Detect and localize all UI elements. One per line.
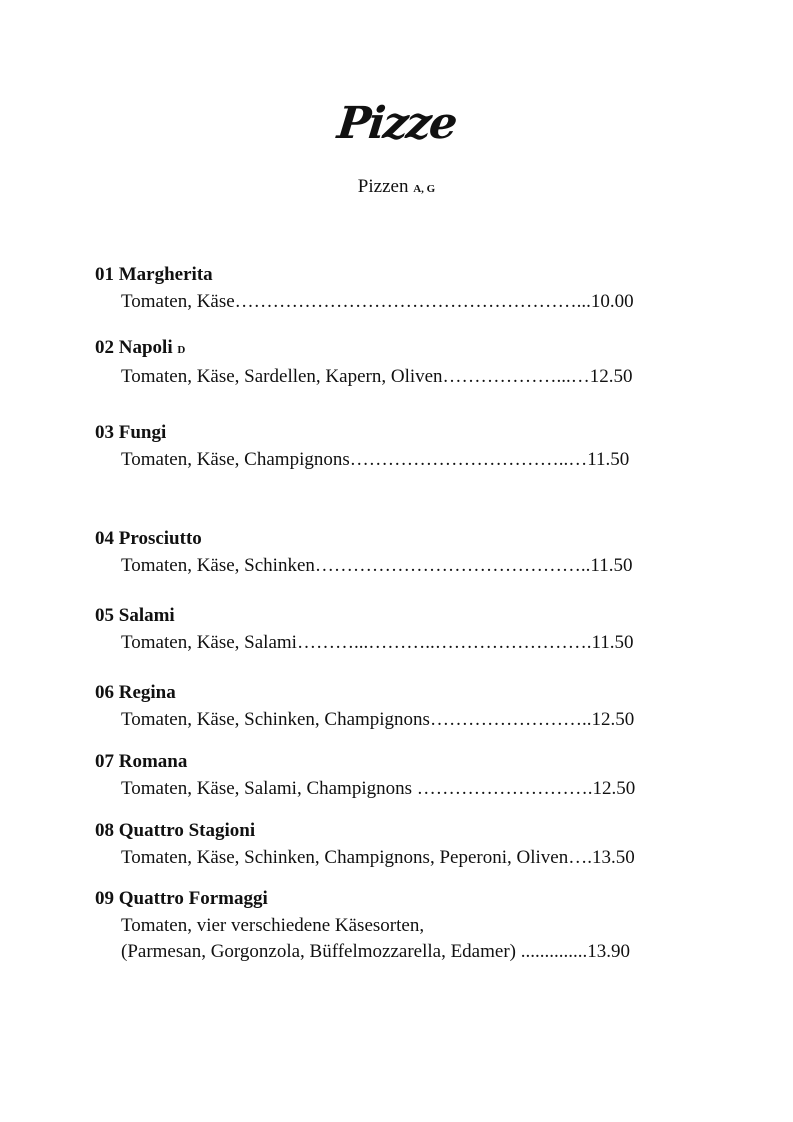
item-allergens: D xyxy=(177,344,186,356)
menu-item xyxy=(95,604,705,656)
item-name xyxy=(95,750,705,774)
menu-item xyxy=(95,527,705,579)
item-name-text: 09 Quattro Formaggi xyxy=(95,888,268,909)
item-description: Tomaten, Käse, Champignons……………………………..…11.50 xyxy=(121,449,630,470)
item-description: Tomaten, Käse………………………………………………...10.00 xyxy=(121,291,634,312)
item-description: Tomaten, Käse, Schinken……………………………………..11.50 xyxy=(121,555,633,576)
item-name xyxy=(95,887,705,911)
page-subtitle xyxy=(0,176,793,198)
menu-item xyxy=(95,681,705,733)
item-description: (Parmesan, Gorgonzola, Büffelmozzarella, Edamer) ..............13.90 xyxy=(121,941,630,962)
item-name-text: 07 Romana xyxy=(95,751,188,772)
item-name xyxy=(95,604,705,628)
item-description: Tomaten, Käse, Schinken, Champignons……………………..12.50 xyxy=(121,709,635,730)
item-name-text: 04 Prosciutto xyxy=(95,528,202,549)
item-name xyxy=(95,421,705,445)
subtitle-allergens: A, G xyxy=(413,183,436,195)
item-description: Tomaten, Käse, Salami………...………..…………………….11.50 xyxy=(121,632,634,653)
menu-item xyxy=(95,750,705,802)
item-description: Tomaten, Käse, Schinken, Champignons, Peperoni, Oliven….13.50 xyxy=(121,847,635,868)
menu-item xyxy=(95,336,705,390)
item-name-text: 06 Regina xyxy=(95,682,176,703)
item-name-text: 08 Quattro Stagioni xyxy=(95,820,256,841)
menu-item xyxy=(95,887,705,965)
item-name-text: 01 Margherita xyxy=(95,264,213,285)
item-description: Tomaten, Käse, Sardellen, Kapern, Oliven………………...…12.50 xyxy=(121,366,633,387)
item-name xyxy=(95,527,705,551)
item-description: Tomaten, Käse, Salami, Champignons ……………………….12.50 xyxy=(121,778,636,799)
item-name xyxy=(95,263,705,287)
page-title: Pizze xyxy=(334,98,459,149)
menu-item xyxy=(95,263,705,315)
item-name-text: 03 Fungi xyxy=(95,422,167,443)
menu-item xyxy=(95,819,705,871)
item-name xyxy=(95,819,705,843)
item-name xyxy=(95,681,705,705)
subtitle-text: Pizzen xyxy=(357,176,409,197)
menu-item xyxy=(95,421,705,473)
item-description: Tomaten, vier verschiedene Käsesorten, xyxy=(121,915,425,936)
item-name-text: 02 Napoli xyxy=(95,337,173,358)
item-name xyxy=(95,336,705,362)
item-name-text: 05 Salami xyxy=(95,605,175,626)
